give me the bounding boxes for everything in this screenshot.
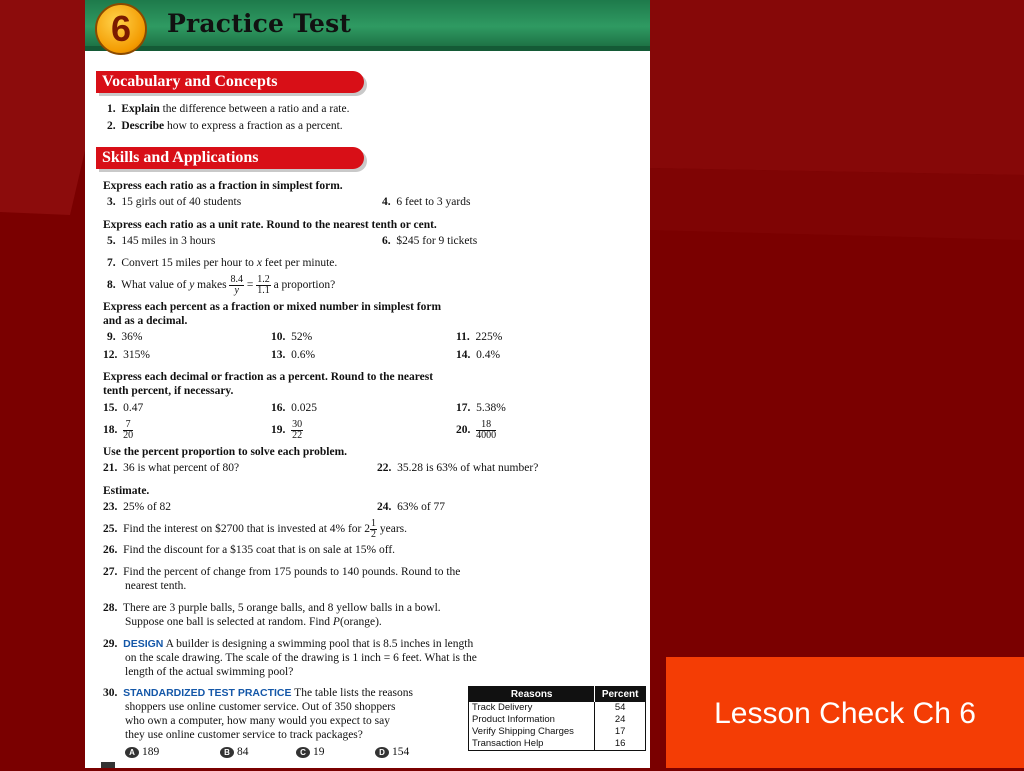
fraction-denominator: 2 bbox=[371, 528, 377, 540]
answer-option-a bbox=[125, 745, 159, 759]
problem-29-line3: length of the actual swimming pool? bbox=[125, 666, 294, 678]
problem-10 bbox=[271, 330, 312, 344]
problem-number: 22. bbox=[377, 462, 392, 474]
problem-number: 17. bbox=[456, 402, 471, 414]
problem-18 bbox=[103, 417, 133, 443]
problem-text: 0.4% bbox=[476, 349, 501, 361]
option-bubble: C bbox=[296, 747, 310, 758]
problem-13 bbox=[271, 348, 315, 362]
problem-29-line2: on the scale drawing. The scale of the drawing is 1 inch = 6 feet. What is the bbox=[125, 652, 477, 664]
problem-text: 5.38% bbox=[476, 402, 506, 414]
problem-text: 0.6% bbox=[291, 349, 316, 361]
problem-text: $245 for 9 tickets bbox=[396, 235, 478, 247]
fraction-numerator: 18 bbox=[476, 420, 496, 431]
problem-25 bbox=[103, 515, 407, 543]
problem-text: Find the discount for a $135 coat that is on sale at 15% off. bbox=[123, 544, 396, 556]
instruction-decimal-line1: Express each decimal or fraction as a percent. Round to the nearest bbox=[103, 371, 434, 383]
problem-26 bbox=[103, 543, 395, 557]
problem-text: 36% bbox=[121, 331, 143, 343]
problem-text: 36 is what percent of 80? bbox=[123, 462, 240, 474]
fraction bbox=[256, 275, 271, 296]
problem-number: 18. bbox=[103, 424, 118, 436]
problem-5 bbox=[107, 234, 215, 248]
problem-number: 8. bbox=[107, 279, 116, 291]
problem-text: 0.47 bbox=[123, 402, 144, 414]
instruction-percent-line2: and as a decimal. bbox=[103, 315, 188, 327]
problem-28-line2 bbox=[125, 615, 382, 629]
problem-number: 19. bbox=[271, 424, 286, 436]
page-bottom-marker bbox=[101, 762, 115, 768]
problem-text: 63% of 77 bbox=[397, 501, 446, 513]
problem-text: 35.28 is 63% of what number? bbox=[397, 462, 539, 474]
problem-tag: DESIGN bbox=[123, 638, 164, 650]
vocab-item-1 bbox=[107, 102, 349, 116]
problem-text: 52% bbox=[291, 331, 313, 343]
instruction-percent-line1: Express each percent as a fraction or mixed number in simplest form bbox=[103, 301, 442, 313]
problem-3 bbox=[107, 195, 241, 209]
lesson-check-label: Lesson Check Ch 6 bbox=[714, 697, 976, 730]
problem-tag: STANDARDIZED TEST PRACTICE bbox=[123, 687, 292, 699]
table-header-row bbox=[469, 687, 646, 703]
problem-27-line2: nearest tenth. bbox=[125, 580, 187, 592]
problem-number: 23. bbox=[103, 501, 118, 513]
problem-text: feet per minute. bbox=[261, 257, 338, 269]
problem-text: 225% bbox=[475, 331, 503, 343]
problem-number: 20. bbox=[456, 424, 471, 436]
problem-text: There are 3 purple balls, 5 orange balls, and 8 yellow balls in a bowl. bbox=[122, 602, 441, 614]
problem-text: 0.025 bbox=[291, 402, 317, 414]
answer-option-c bbox=[296, 745, 325, 759]
table-row bbox=[469, 702, 646, 714]
fraction-denominator: 4000 bbox=[476, 429, 497, 441]
fraction-numerator: 30 bbox=[292, 418, 303, 430]
problem-number: 29. bbox=[103, 638, 118, 650]
title-banner-stripe bbox=[85, 46, 650, 51]
problem-text: 15 girls out of 40 students bbox=[121, 196, 242, 208]
fraction-numerator: 1.2 bbox=[257, 273, 270, 285]
problem-20 bbox=[456, 417, 496, 443]
problem-text: (orange). bbox=[339, 616, 382, 628]
instruction-unit-rate: Express each ratio as a unit rate. Round to the nearest tenth or cent. bbox=[103, 219, 437, 231]
problem-23 bbox=[103, 500, 171, 514]
reason-cell: Product Information bbox=[472, 714, 555, 725]
table-row bbox=[469, 738, 646, 751]
reason-cell: Verify Shipping Charges bbox=[472, 726, 574, 737]
option-bubble: D bbox=[375, 747, 389, 758]
problem-number: 4. bbox=[382, 196, 391, 208]
fraction bbox=[229, 275, 244, 296]
item-text: how to express a fraction as a percent. bbox=[164, 120, 343, 132]
item-keyword: Explain bbox=[121, 103, 160, 115]
problem-text: 315% bbox=[123, 349, 150, 361]
problem-15 bbox=[103, 401, 143, 415]
item-text: the difference between a ratio and a rate. bbox=[159, 103, 350, 115]
table-row bbox=[469, 726, 646, 738]
section-header-vocabulary: Vocabulary and Concepts bbox=[96, 71, 364, 93]
problem-number: 25. bbox=[103, 523, 118, 535]
fraction bbox=[476, 420, 496, 441]
problem-number: 15. bbox=[103, 402, 118, 414]
problem-text: The table lists the reasons bbox=[291, 687, 413, 699]
fraction bbox=[370, 519, 377, 540]
percent-cell: 24 bbox=[595, 714, 646, 726]
problem-4 bbox=[382, 195, 470, 209]
fraction-denominator: y bbox=[234, 284, 239, 296]
percent-cell: 54 bbox=[595, 702, 646, 714]
reason-cell: Track Delivery bbox=[472, 702, 533, 713]
fraction-denominator: 22 bbox=[292, 429, 303, 441]
problem-11 bbox=[456, 330, 502, 344]
fraction-numerator: 1 bbox=[371, 517, 377, 529]
problem-number: 7. bbox=[107, 257, 116, 269]
option-bubble: A bbox=[125, 747, 139, 758]
reason-cell: Transaction Help bbox=[472, 738, 544, 749]
problem-number: 21. bbox=[103, 462, 118, 474]
problem-17 bbox=[456, 401, 506, 415]
problem-6 bbox=[382, 234, 477, 248]
percent-cell: 17 bbox=[595, 726, 646, 738]
problem-number: 24. bbox=[377, 501, 392, 513]
problem-21 bbox=[103, 461, 239, 475]
problem-number: 13. bbox=[271, 349, 286, 361]
fraction bbox=[291, 420, 303, 441]
problem-22 bbox=[377, 461, 538, 475]
option-value: 19 bbox=[313, 746, 325, 758]
problem-text: Suppose one ball is selected at random. Find bbox=[125, 616, 333, 628]
problem-24 bbox=[377, 500, 445, 514]
fraction-numerator: 8.4 bbox=[230, 273, 243, 285]
page-title: Practice Test bbox=[167, 9, 352, 38]
problem-text: a proportion? bbox=[270, 279, 336, 291]
item-keyword: Describe bbox=[121, 120, 165, 132]
instruction-simplest-form: Express each ratio as a fraction in simplest form. bbox=[103, 180, 343, 192]
item-number: 2. bbox=[107, 120, 116, 132]
option-value: 189 bbox=[142, 746, 160, 758]
problem-number: 26. bbox=[103, 544, 118, 556]
problem-number: 6. bbox=[382, 235, 391, 247]
problem-12 bbox=[103, 348, 150, 362]
problem-number: 10. bbox=[271, 331, 286, 343]
problem-29 bbox=[103, 637, 473, 651]
percent-cell: 16 bbox=[595, 738, 646, 751]
instruction-estimate: Estimate. bbox=[103, 485, 150, 497]
variable: x bbox=[256, 257, 262, 269]
fraction-numerator: 7 bbox=[123, 420, 133, 431]
variable: P bbox=[332, 616, 340, 628]
problem-number: 9. bbox=[107, 331, 116, 343]
problem-text: Convert 15 miles per hour to bbox=[121, 257, 257, 269]
problem-30-line3: who own a computer, how many would you expect to say bbox=[125, 715, 390, 727]
problem-8 bbox=[107, 271, 335, 299]
problem-number: 28. bbox=[103, 602, 118, 614]
problem-number: 30. bbox=[103, 687, 118, 699]
variable: y bbox=[189, 279, 195, 291]
problem-number: 14. bbox=[456, 349, 471, 361]
problem-text: What value of bbox=[121, 279, 190, 291]
reasons-table bbox=[468, 686, 646, 751]
option-bubble: B bbox=[220, 747, 234, 758]
problem-number: 3. bbox=[107, 196, 116, 208]
problem-30 bbox=[103, 686, 413, 700]
problem-number: 5. bbox=[107, 235, 116, 247]
instruction-decimal-line2: tenth percent, if necessary. bbox=[103, 385, 234, 397]
problem-text: 6 feet to 3 yards bbox=[396, 196, 471, 208]
problem-9 bbox=[107, 330, 142, 344]
problem-text: 145 miles in 3 hours bbox=[121, 235, 216, 247]
column-header-reasons: Reasons bbox=[469, 687, 595, 703]
problem-number: 11. bbox=[456, 331, 470, 343]
problem-27 bbox=[103, 565, 460, 579]
problem-text: A builder is designing a swimming pool that is 8.5 inches in length bbox=[163, 638, 474, 650]
practice-test-page bbox=[85, 0, 650, 768]
answer-option-d bbox=[375, 745, 409, 759]
problem-19 bbox=[271, 417, 303, 443]
problem-28 bbox=[103, 601, 441, 615]
equals-sign: = bbox=[243, 279, 257, 291]
option-value: 84 bbox=[237, 746, 249, 758]
instruction-proportion: Use the percent proportion to solve each problem. bbox=[103, 446, 348, 458]
problem-number: 16. bbox=[271, 402, 286, 414]
section-header-skills: Skills and Applications bbox=[96, 147, 364, 169]
answer-option-b bbox=[220, 745, 249, 759]
problem-14 bbox=[456, 348, 500, 362]
problem-7 bbox=[107, 256, 337, 270]
problem-number: 27. bbox=[103, 566, 118, 578]
chapter-number-badge: 6 bbox=[95, 3, 147, 55]
problem-number: 12. bbox=[103, 349, 118, 361]
problem-text: Find the percent of change from 175 pounds to 140 pounds. Round to the bbox=[123, 566, 461, 578]
fraction-denominator: 1.1 bbox=[257, 284, 270, 296]
option-value: 154 bbox=[392, 746, 410, 758]
item-number: 1. bbox=[107, 103, 116, 115]
fraction-denominator: 20 bbox=[123, 429, 134, 441]
column-header-percent: Percent bbox=[595, 687, 646, 703]
problem-16 bbox=[271, 401, 317, 415]
problem-text: Find the interest on $2700 that is invested at 4% for 2 bbox=[123, 523, 371, 535]
vocab-item-2 bbox=[107, 119, 343, 133]
lesson-check-box[interactable] bbox=[666, 657, 1024, 768]
problem-30-line4: they use online customer service to track packages? bbox=[125, 729, 363, 741]
problem-30-line2: shoppers use online customer service. Out of 350 shoppers bbox=[125, 701, 396, 713]
problem-text: makes bbox=[194, 279, 230, 291]
problem-text: 25% of 82 bbox=[123, 501, 172, 513]
problem-text: years. bbox=[377, 523, 408, 535]
table-row bbox=[469, 714, 646, 726]
fraction bbox=[123, 420, 133, 441]
